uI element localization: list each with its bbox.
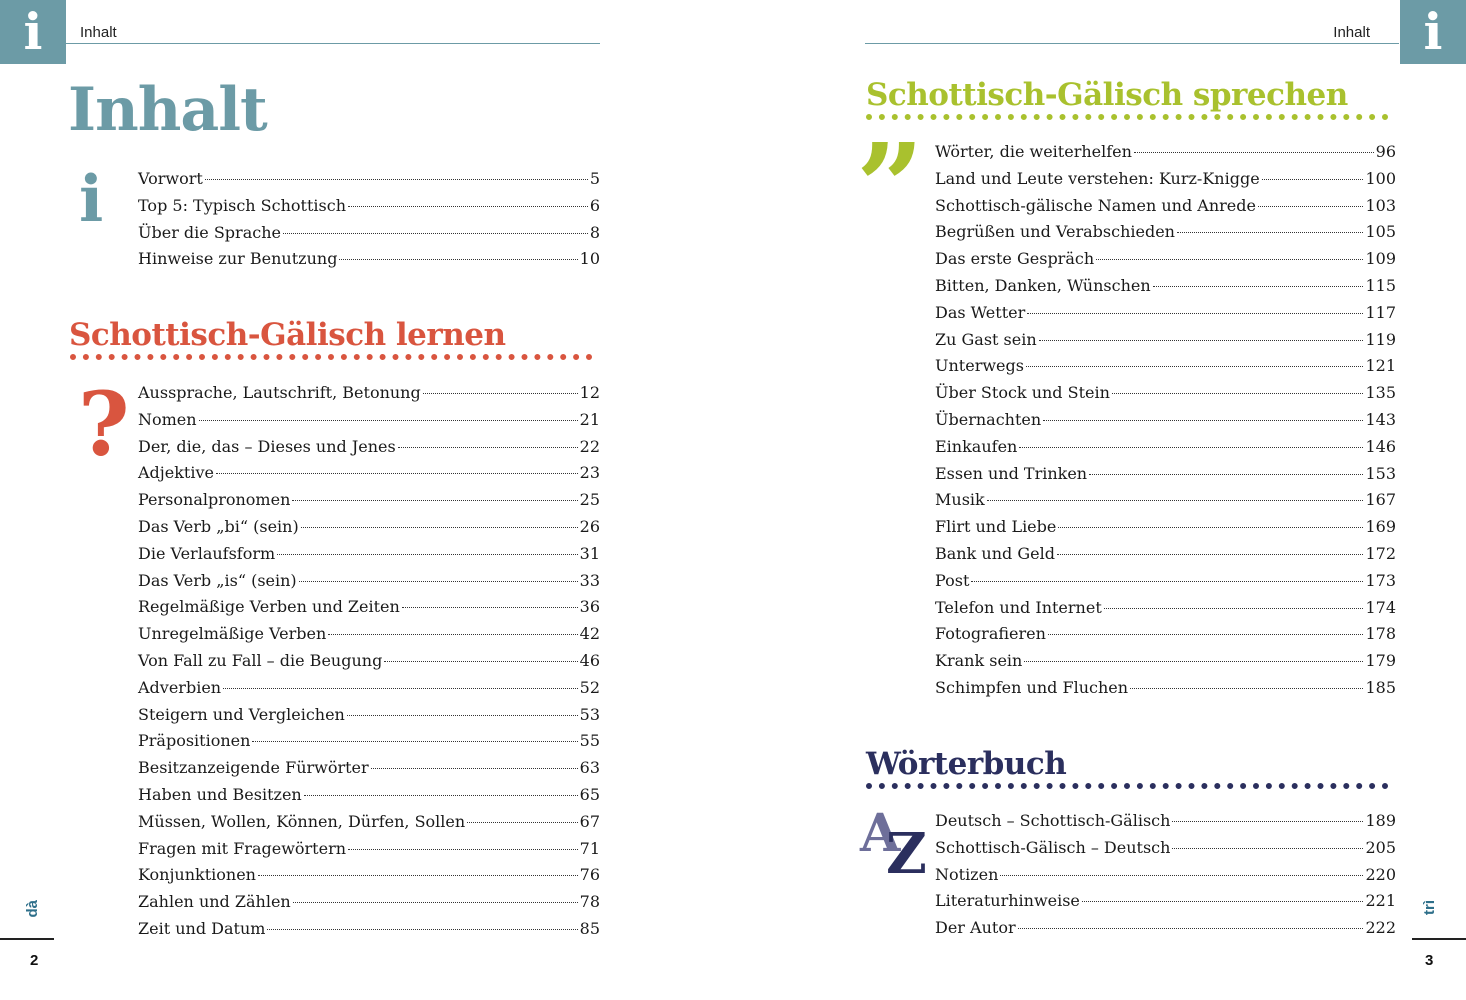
- toc-entry[interactable]: [138, 705, 600, 732]
- page-number: 3: [1425, 952, 1434, 969]
- running-head: Inhalt: [80, 24, 117, 41]
- right-page: [733, 0, 1466, 1000]
- header-rule: [865, 43, 1399, 44]
- toc-entry-page: 222: [1365, 918, 1396, 938]
- toc-entry-label: Nomen: [138, 409, 197, 429]
- toc-entry[interactable]: [138, 249, 600, 276]
- toc-entry-label: Zu Gast sein: [935, 329, 1037, 349]
- toc-entry[interactable]: [935, 918, 1396, 945]
- toc-entry-label: Der, die, das – Dieses und Jenes: [138, 436, 396, 456]
- toc-leader-dots: [292, 500, 577, 501]
- lernen-toc-list: [138, 383, 600, 946]
- toc-entry-label: Schottisch-Gälisch – Deutsch: [935, 837, 1171, 857]
- section-title-lernen: Schottisch-Gälisch lernen: [69, 317, 506, 353]
- toc-entry[interactable]: [138, 571, 600, 598]
- intro-toc-list: [138, 169, 600, 276]
- toc-entry[interactable]: [935, 544, 1396, 571]
- toc-leader-dots: [1258, 206, 1363, 207]
- toc-entry-page: 119: [1365, 329, 1396, 349]
- toc-entry-page: 146: [1365, 436, 1396, 456]
- toc-entry-label: Wörter, die weiterhelfen: [935, 142, 1132, 161]
- toc-entry[interactable]: [935, 410, 1396, 437]
- toc-leader-dots: [1153, 286, 1364, 287]
- toc-entry[interactable]: [935, 517, 1396, 544]
- toc-entry-label: Übernachten: [935, 409, 1042, 429]
- toc-entry-page: 117: [1365, 302, 1396, 322]
- toc-leader-dots: [371, 768, 578, 769]
- toc-entry-label: Präpositionen: [138, 731, 251, 751]
- toc-entry-page: 167: [1365, 490, 1396, 510]
- toc-entry-page: 21: [579, 409, 600, 429]
- toc-entry[interactable]: [138, 651, 600, 678]
- toc-leader-dots: [328, 634, 577, 635]
- toc-entry[interactable]: [935, 196, 1396, 223]
- toc-leader-dots: [384, 661, 577, 662]
- toc-leader-dots: [339, 259, 577, 260]
- toc-entry[interactable]: [935, 811, 1396, 838]
- toc-leader-dots: [1018, 928, 1364, 929]
- toc-entry-page: 100: [1365, 168, 1396, 188]
- toc-leader-dots: [347, 715, 578, 716]
- toc-entry-label: Das Verb „bi“ (sein): [138, 516, 299, 536]
- toc-entry-label: Vorwort: [138, 169, 203, 188]
- toc-entry-label: Deutsch – Schottisch-Gälisch: [935, 811, 1171, 830]
- toc-leader-dots: [1000, 875, 1363, 876]
- toc-leader-dots: [1134, 152, 1374, 153]
- toc-entry[interactable]: [935, 490, 1396, 517]
- toc-leader-dots: [301, 527, 578, 528]
- toc-entry[interactable]: [138, 517, 600, 544]
- toc-entry-label: Aussprache, Lautschrift, Betonung: [138, 383, 421, 402]
- toc-entry-page: 105: [1365, 222, 1396, 242]
- toc-entry-label: Über die Sprache: [138, 222, 281, 242]
- toc-entry-page: 189: [1365, 811, 1396, 830]
- toc-leader-dots: [398, 447, 578, 448]
- toc-entry[interactable]: [935, 838, 1396, 865]
- toc-entry-page: 46: [579, 650, 600, 670]
- toc-entry-page: 173: [1365, 570, 1396, 590]
- toc-leader-dots: [467, 822, 577, 823]
- toc-entry[interactable]: [935, 169, 1396, 196]
- toc-entry[interactable]: [935, 437, 1396, 464]
- toc-entry-page: 6: [589, 195, 600, 215]
- toc-entry-label: Haben und Besitzen: [138, 784, 302, 804]
- z-letter-icon: Z: [886, 821, 927, 887]
- toc-entry-page: 169: [1365, 517, 1396, 537]
- toc-entry[interactable]: [138, 919, 600, 946]
- section-title-woerterbuch: Wörterbuch: [866, 746, 1067, 782]
- toc-entry[interactable]: [138, 410, 600, 437]
- toc-entry[interactable]: [935, 249, 1396, 276]
- toc-entry-label: Personalpronomen: [138, 490, 291, 510]
- toc-entry-page: 26: [579, 516, 600, 536]
- toc-entry-label: Das Verb „is“ (sein): [138, 570, 297, 590]
- toc-entry[interactable]: [935, 142, 1396, 169]
- toc-entry-label: Post: [935, 570, 970, 590]
- toc-entry[interactable]: [935, 383, 1396, 410]
- toc-entry-label: Telefon und Internet: [935, 597, 1102, 617]
- toc-entry-label: Land und Leute verstehen: Kurz-Knigge: [935, 168, 1260, 188]
- toc-entry-label: Unterwegs: [935, 356, 1024, 376]
- toc-entry-label: Flirt und Liebe: [935, 517, 1057, 537]
- toc-entry-page: 76: [579, 865, 600, 885]
- toc-entry[interactable]: [138, 731, 600, 758]
- woerterbuch-toc-list: [935, 811, 1396, 945]
- toc-entry-page: 172: [1365, 543, 1396, 563]
- toc-leader-dots: [304, 795, 578, 796]
- toc-entry-label: Das erste Gespräch: [935, 249, 1095, 269]
- toc-leader-dots: [348, 849, 578, 850]
- toc-entry-page: 31: [579, 543, 600, 563]
- toc-entry-page: 25: [579, 490, 600, 510]
- toc-leader-dots: [1048, 634, 1364, 635]
- toc-leader-dots: [1043, 420, 1363, 421]
- toc-entry[interactable]: [138, 865, 600, 892]
- dotted-rule-lernen: [70, 353, 600, 361]
- toc-entry[interactable]: [138, 437, 600, 464]
- toc-entry-page: 10: [579, 249, 600, 269]
- toc-entry-page: 71: [579, 838, 600, 858]
- info-icon: i: [0, 0, 66, 64]
- toc-entry[interactable]: [935, 330, 1396, 357]
- page-word-da: dà: [24, 900, 41, 918]
- footer-rule: [0, 938, 54, 940]
- toc-entry[interactable]: [138, 223, 600, 250]
- toc-entry[interactable]: [935, 464, 1396, 491]
- toc-entry-page: 205: [1365, 837, 1396, 857]
- toc-entry-page: 65: [579, 784, 600, 804]
- toc-entry-page: 178: [1365, 624, 1396, 644]
- toc-entry-page: 109: [1365, 249, 1396, 269]
- toc-leader-dots: [252, 741, 577, 742]
- toc-entry[interactable]: [935, 598, 1396, 625]
- toc-entry-label: Besitzanzeigende Fürwörter: [138, 758, 369, 778]
- toc-entry[interactable]: [138, 839, 600, 866]
- toc-entry[interactable]: [138, 490, 600, 517]
- toc-entry-label: Die Verlaufsform: [138, 543, 276, 563]
- toc-entry-label: Einkaufen: [935, 436, 1018, 456]
- quote-icon: ”: [856, 117, 924, 256]
- a-letter-icon: A: [860, 803, 901, 864]
- section-title-sprechen: Schottisch-Gälisch sprechen: [866, 77, 1348, 113]
- toc-entry-label: Adverbien: [138, 677, 222, 697]
- toc-entry-page: 22: [579, 436, 600, 456]
- toc-entry-label: Hinweise zur Benutzung: [138, 249, 338, 269]
- toc-leader-dots: [199, 420, 578, 421]
- toc-entry-label: Unregelmäßige Verben: [138, 624, 327, 644]
- question-mark-icon: ?: [78, 372, 130, 476]
- toc-entry-page: 8: [589, 222, 600, 242]
- toc-leader-dots: [299, 581, 578, 582]
- toc-leader-dots: [283, 233, 588, 234]
- toc-entry-label: Krank sein: [935, 651, 1023, 671]
- toc-entry[interactable]: [138, 196, 600, 223]
- toc-entry-page: 23: [579, 463, 600, 483]
- toc-entry[interactable]: [138, 169, 600, 196]
- footer-rule: [1412, 938, 1466, 940]
- info-section-icon: i: [79, 162, 104, 237]
- toc-entry-label: Begrüßen und Verabschieden: [935, 222, 1175, 242]
- toc-entry[interactable]: [138, 758, 600, 785]
- toc-entry-label: Müssen, Wollen, Können, Dürfen, Sollen: [138, 811, 466, 831]
- toc-entry-page: 221: [1365, 891, 1396, 911]
- toc-entry-label: Schottisch-gälische Namen und Anrede: [935, 195, 1256, 215]
- running-head: Inhalt: [1333, 24, 1370, 41]
- toc-entry-label: Zeit und Datum: [138, 918, 266, 938]
- toc-entry-page: 55: [579, 731, 600, 751]
- toc-leader-dots: [205, 179, 588, 180]
- toc-entry-page: 42: [579, 624, 600, 644]
- toc-leader-dots: [1172, 821, 1363, 822]
- toc-entry[interactable]: [935, 303, 1396, 330]
- toc-entry-page: 36: [579, 597, 600, 617]
- info-icon: i: [1400, 0, 1466, 64]
- toc-entry-page: 53: [579, 704, 600, 724]
- toc-entry-page: 174: [1365, 597, 1396, 617]
- toc-entry[interactable]: [138, 812, 600, 839]
- dotted-rule-sprechen: [866, 113, 1399, 121]
- toc-leader-dots: [1104, 608, 1364, 609]
- toc-entry[interactable]: [138, 785, 600, 812]
- toc-entry-label: Bitten, Danken, Wünschen: [935, 275, 1151, 295]
- toc-entry-page: 179: [1365, 651, 1396, 671]
- toc-leader-dots: [348, 206, 588, 207]
- toc-entry-label: Das Wetter: [935, 302, 1026, 322]
- toc-entry[interactable]: [138, 892, 600, 919]
- toc-entry-page: 96: [1375, 142, 1396, 161]
- toc-entry-page: 115: [1365, 275, 1396, 295]
- toc-entry-page: 85: [579, 918, 600, 938]
- toc-entry[interactable]: [935, 651, 1396, 678]
- toc-entry-label: Von Fall zu Fall – die Beugung: [138, 650, 383, 670]
- toc-entry-label: Fotografieren: [935, 624, 1046, 644]
- toc-leader-dots: [223, 688, 578, 689]
- toc-entry-page: 52: [579, 677, 600, 697]
- toc-leader-dots: [1026, 366, 1364, 367]
- toc-leader-dots: [1262, 179, 1364, 180]
- toc-entry-page: 185: [1365, 677, 1396, 697]
- toc-entry[interactable]: [935, 678, 1396, 705]
- toc-leader-dots: [423, 393, 578, 394]
- toc-entry[interactable]: [935, 222, 1396, 249]
- toc-entry[interactable]: [138, 678, 600, 705]
- toc-entry-page: 121: [1365, 356, 1396, 376]
- toc-leader-dots: [1177, 232, 1363, 233]
- toc-entry[interactable]: [138, 544, 600, 571]
- toc-leader-dots: [402, 607, 578, 608]
- dotted-rule-woerterbuch: [866, 782, 1399, 790]
- page-word-tri: trì: [1421, 900, 1438, 915]
- toc-entry-page: 135: [1365, 383, 1396, 403]
- toc-entry-label: Steigern und Vergleichen: [138, 704, 345, 724]
- toc-entry-label: Fragen mit Fragewörtern: [138, 838, 347, 858]
- toc-leader-dots: [1039, 340, 1364, 341]
- toc-entry-label: Notizen: [935, 864, 999, 884]
- toc-entry[interactable]: [935, 276, 1396, 303]
- toc-leader-dots: [1019, 447, 1363, 448]
- toc-entry-label: Musik: [935, 490, 985, 510]
- toc-entry-label: Über Stock und Stein: [935, 383, 1110, 403]
- toc-leader-dots: [258, 875, 578, 876]
- toc-entry-label: Schimpfen und Fluchen: [935, 677, 1129, 697]
- toc-entry-page: 153: [1365, 463, 1396, 483]
- toc-leader-dots: [971, 581, 1363, 582]
- toc-entry[interactable]: [935, 624, 1396, 651]
- toc-leader-dots: [267, 929, 577, 930]
- toc-leader-dots: [1058, 527, 1363, 528]
- toc-entry-page: 12: [579, 383, 600, 402]
- toc-entry[interactable]: [935, 865, 1396, 892]
- toc-leader-dots: [987, 500, 1364, 501]
- toc-leader-dots: [216, 473, 578, 474]
- page-number: 2: [30, 952, 39, 969]
- toc-entry-page: 103: [1365, 195, 1396, 215]
- toc-entry[interactable]: [935, 356, 1396, 383]
- toc-leader-dots: [293, 902, 578, 903]
- header-rule: [66, 43, 600, 44]
- toc-entry-page: 67: [579, 811, 600, 831]
- toc-entry-label: Der Autor: [935, 918, 1016, 938]
- toc-entry[interactable]: [138, 383, 600, 410]
- toc-leader-dots: [277, 554, 577, 555]
- toc-entry[interactable]: [935, 571, 1396, 598]
- toc-entry-page: 33: [579, 570, 600, 590]
- toc-entry-label: Konjunktionen: [138, 865, 256, 885]
- toc-entry-label: Top 5: Typisch Schottisch: [138, 195, 346, 215]
- page-title: Inhalt: [68, 75, 267, 145]
- toc-entry-page: 63: [579, 758, 600, 778]
- toc-entry-label: Essen und Trinken: [935, 463, 1088, 483]
- toc-entry-page: 143: [1365, 409, 1396, 429]
- toc-entry[interactable]: [138, 463, 600, 490]
- toc-entry-label: Bank und Geld: [935, 543, 1055, 563]
- toc-entry-page: 78: [579, 892, 600, 912]
- toc-leader-dots: [1112, 393, 1364, 394]
- toc-entry-label: Zahlen und Zählen: [138, 892, 291, 912]
- a-z-icon: [860, 803, 930, 887]
- toc-entry[interactable]: [138, 624, 600, 651]
- toc-entry-label: Literaturhinweise: [935, 891, 1080, 911]
- toc-leader-dots: [1057, 554, 1364, 555]
- toc-leader-dots: [1089, 474, 1363, 475]
- toc-leader-dots: [1027, 313, 1363, 314]
- toc-leader-dots: [1172, 848, 1363, 849]
- toc-entry-page: 5: [589, 169, 600, 188]
- toc-leader-dots: [1024, 661, 1363, 662]
- sprechen-toc-list: [935, 142, 1396, 705]
- toc-entry-page: 220: [1365, 864, 1396, 884]
- toc-leader-dots: [1082, 901, 1364, 902]
- toc-leader-dots: [1096, 259, 1363, 260]
- toc-entry-label: Adjektive: [138, 463, 214, 483]
- toc-entry[interactable]: [138, 597, 600, 624]
- toc-entry[interactable]: [935, 891, 1396, 918]
- toc-leader-dots: [1130, 688, 1363, 689]
- toc-entry-label: Regelmäßige Verben und Zeiten: [138, 597, 400, 617]
